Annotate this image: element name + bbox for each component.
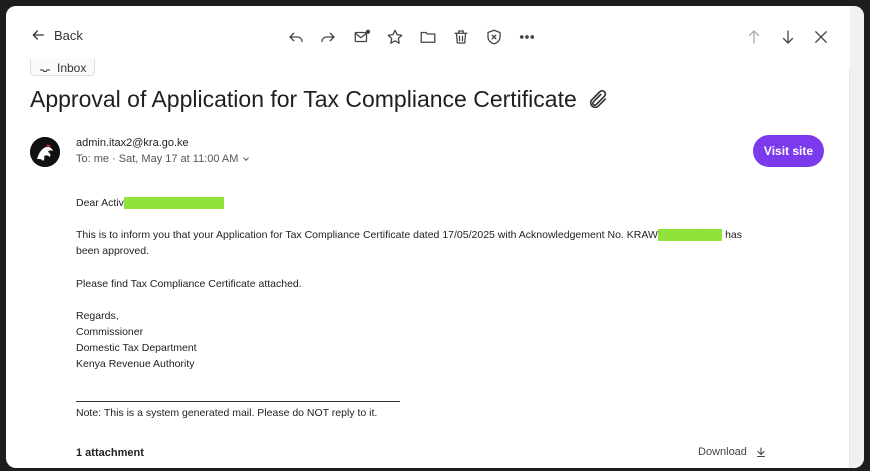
mark-unread-icon[interactable] [352,27,372,47]
visit-site-button[interactable]: Visit site [753,135,824,167]
folder-icon[interactable] [418,27,438,47]
recipient-meta[interactable] [76,153,251,165]
scrollbar[interactable] [849,6,864,468]
sign-line: Regards, [76,310,119,322]
reply-icon[interactable] [286,27,306,47]
sign-line: Domestic Tax Department [76,342,197,354]
recipient-line: To: me · Sat, May 17 at 11:00 AM [76,153,239,165]
attachment-count: 1 attachment [76,447,144,459]
arrow-left-icon [30,27,46,43]
redacted-ack-number: 00012345678 [657,229,723,241]
close-icon[interactable] [811,27,831,47]
paragraph-attached: Please find Tax Compliance Certificate attached. [76,278,302,290]
para1-prefix: This is to inform you that your Application for Tax Compliance Certificate dated 17/05/2025 with Acknowledgement No. KRAW [76,229,658,241]
back-label: Back [54,27,83,43]
signature [76,308,197,372]
folder-tag[interactable] [30,59,95,76]
para1-line2: been approved. [76,245,149,257]
chevron-down-icon [241,154,251,164]
kra-logo-icon [30,137,60,167]
download-label: Download [698,446,747,458]
paragraph-approval [76,227,786,259]
inbox-icon [39,65,51,75]
trash-icon[interactable] [451,27,471,47]
sign-line: Commissioner [76,326,144,338]
divider [76,401,400,402]
forward-icon[interactable] [318,27,338,47]
more-icon[interactable] [517,27,537,47]
para1-suffix: has [725,229,742,241]
sender-email[interactable]: admin.itax2@kra.go.ke [76,137,189,149]
download-icon [755,446,767,458]
subject-text: Approval of Application for Tax Compliance Certificate [30,86,577,112]
star-icon[interactable] [385,27,405,47]
redacted-name: eCommercial Friends [123,197,224,209]
spam-icon[interactable] [484,27,504,47]
greeting-prefix: Dear Activ [76,197,124,209]
download-button[interactable] [698,446,767,458]
paperclip-icon [587,89,609,111]
email-window [6,6,864,468]
greeting [76,195,224,211]
toolbar [6,6,850,68]
avatar [30,137,60,167]
folder-tag-label: Inbox [57,61,87,75]
system-note: Note: This is a system generated mail. Please do NOT reply to it. [76,407,378,419]
sign-line: Kenya Revenue Authority [76,358,195,370]
prev-icon[interactable] [744,27,764,47]
next-icon[interactable] [778,27,798,47]
back-button[interactable] [30,27,83,43]
email-subject [30,86,609,113]
